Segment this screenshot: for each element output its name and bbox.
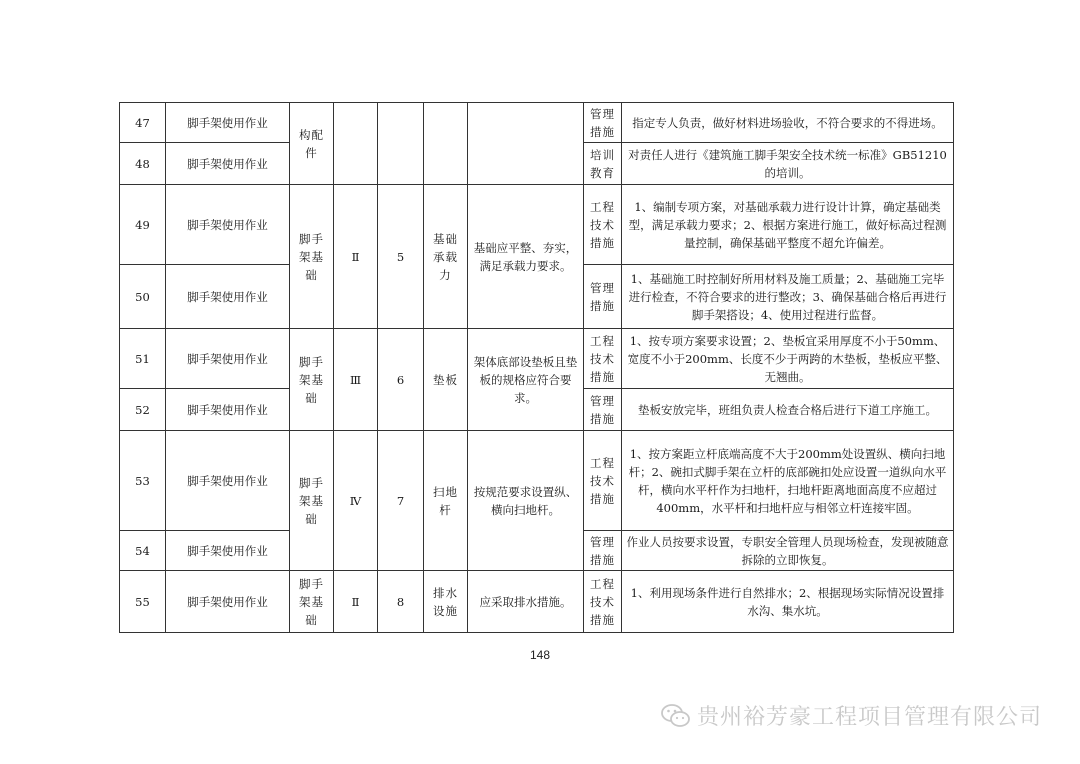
- measure-type: 工程技术措施: [584, 571, 622, 633]
- hazard-cell: 排水设施: [424, 571, 468, 633]
- row-number: 51: [120, 329, 166, 389]
- component-cell: 脚手架基础: [290, 571, 334, 633]
- measure-text: 1、基础施工时控制好所用材料及施工质量；2、基础施工完毕进行检查，不符合要求的进行整改；3、确保基础合格后再进行脚手架搭设；4、使用过程进行监督。: [622, 265, 954, 329]
- task-name: 脚手架使用作业: [166, 531, 290, 571]
- task-name: 脚手架使用作业: [166, 571, 290, 633]
- measure-text: 1、利用现场条件进行自然排水；2、根据现场实际情况设置排水沟、集水坑。: [622, 571, 954, 633]
- task-name: 脚手架使用作业: [166, 185, 290, 265]
- level-cell: Ⅱ: [334, 571, 378, 633]
- measure-type: 管理措施: [584, 103, 622, 143]
- hazard-cell: [424, 103, 468, 185]
- component-cell: 脚手架基础: [290, 431, 334, 571]
- measure-type: 工程技术措施: [584, 431, 622, 531]
- row-number: 55: [120, 571, 166, 633]
- hazard-cell: 基础承载力: [424, 185, 468, 329]
- measure-text: 1、按方案距立杆底端高度不大于200mm处设置纵、横向扫地杆；2、碗扣式脚手架在立杆的底部碗扣处应设置一道纵向水平杆，横向水平杆作为扫地杆，扫地杆距离地面高度不应超过400mm，水平杆和扫地杆应与相邻立杆连接牢固。: [622, 431, 954, 531]
- page-number: 148: [529, 648, 551, 662]
- measure-type: 培训教育: [584, 143, 622, 185]
- measure-text: 指定专人负责，做好材料进场验收，不符合要求的不得进场。: [622, 103, 954, 143]
- index-cell: 5: [378, 185, 424, 329]
- measure-type: 工程技术措施: [584, 185, 622, 265]
- requirement-cell: 架体底部设垫板且垫板的规格应符合要求。: [468, 329, 584, 431]
- row-number: 49: [120, 185, 166, 265]
- requirement-cell: 按规范要求设置纵、横向扫地杆。: [468, 431, 584, 571]
- level-cell: Ⅳ: [334, 431, 378, 571]
- row-number: 53: [120, 431, 166, 531]
- requirement-cell: 应采取排水措施。: [468, 571, 584, 633]
- task-name: 脚手架使用作业: [166, 103, 290, 143]
- measure-type: 管理措施: [584, 265, 622, 329]
- table-row: [120, 103, 954, 143]
- row-number: 54: [120, 531, 166, 571]
- index-cell: 7: [378, 431, 424, 571]
- level-cell: Ⅱ: [334, 185, 378, 329]
- task-name: 脚手架使用作业: [166, 143, 290, 185]
- table-row: [120, 431, 954, 531]
- row-number: 48: [120, 143, 166, 185]
- measure-type: 管理措施: [584, 389, 622, 431]
- risk-measure-table: [119, 102, 954, 633]
- task-name: 脚手架使用作业: [166, 265, 290, 329]
- index-cell: 8: [378, 571, 424, 633]
- requirement-cell: 基础应平整、夯实，满足承载力要求。: [468, 185, 584, 329]
- task-name: 脚手架使用作业: [166, 431, 290, 531]
- row-number: 47: [120, 103, 166, 143]
- index-cell: 6: [378, 329, 424, 431]
- hazard-cell: 垫板: [424, 329, 468, 431]
- index-cell: [378, 103, 424, 185]
- task-name: 脚手架使用作业: [166, 329, 290, 389]
- measure-text: 对责任人进行《建筑施工脚手架安全技术统一标准》GB51210 的培训。: [622, 143, 954, 185]
- component-cell: 脚手架基础: [290, 329, 334, 431]
- measure-text: 1、编制专项方案，对基础承载力进行设计计算，确定基础类型，满足承载力要求；2、根据方案进行施工，做好标高过程测量控制，确保基础平整度不超允许偏差。: [622, 185, 954, 265]
- watermark: [661, 700, 1042, 731]
- measure-type: 工程技术措施: [584, 329, 622, 389]
- measure-text: 作业人员按要求设置，专职安全管理人员现场检查，发现被随意拆除的立即恢复。: [622, 531, 954, 571]
- row-number: 50: [120, 265, 166, 329]
- level-cell: [334, 103, 378, 185]
- task-name: 脚手架使用作业: [166, 389, 290, 431]
- table-row: [120, 571, 954, 633]
- watermark-text: 贵州裕芳豪工程项目管理有限公司: [696, 705, 1042, 730]
- level-cell: Ⅲ: [334, 329, 378, 431]
- requirement-cell: [468, 103, 584, 185]
- measure-type: 管理措施: [584, 531, 622, 571]
- table-row: [120, 185, 954, 265]
- component-cell: 脚手架基础: [290, 185, 334, 329]
- measure-text: 1、按专项方案要求设置；2、垫板宜采用厚度不小于50mm、宽度不小于200mm、长度不少于两跨的木垫板，垫板应平整、无翘曲。: [622, 329, 954, 389]
- wechat-icon: [661, 703, 691, 729]
- measure-text: 垫板安放完毕，班组负责人检查合格后进行下道工序施工。: [622, 389, 954, 431]
- table-row: [120, 329, 954, 389]
- row-number: 52: [120, 389, 166, 431]
- hazard-cell: 扫地杆: [424, 431, 468, 571]
- component-cell: 构配件: [290, 103, 334, 185]
